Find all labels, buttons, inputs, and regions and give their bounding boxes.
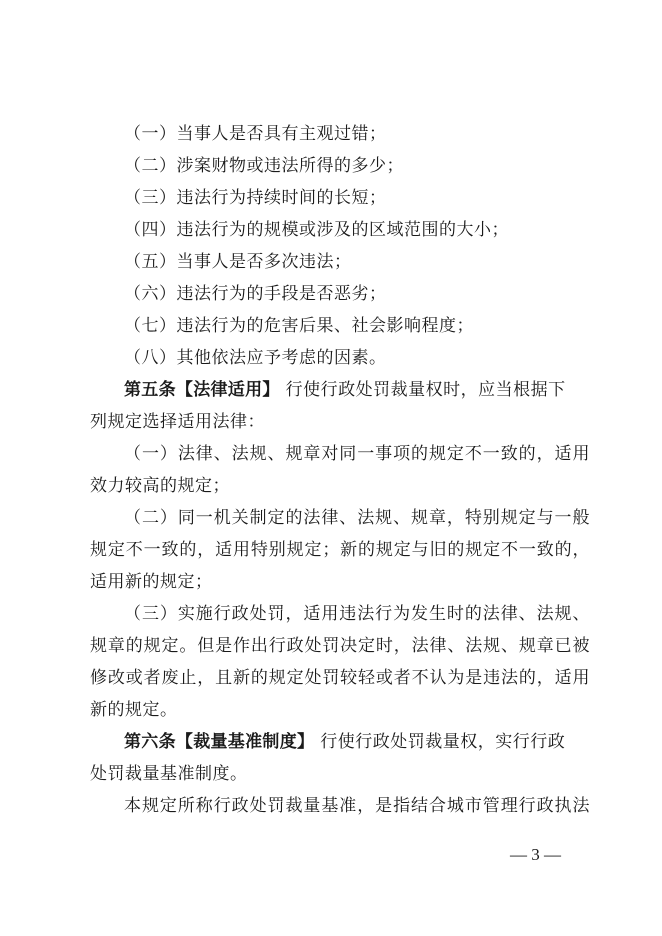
paragraph-line: 新的规定。	[90, 700, 178, 720]
list-item: （一）当事人是否具有主观过错；	[124, 124, 387, 144]
paragraph-line: 适用新的规定；	[90, 572, 213, 592]
article-5-text: 行使行政处罚裁量权时，应当根据下	[285, 380, 566, 400]
paragraph-line: 处罚裁量基准制度。	[90, 764, 248, 784]
list-item: （八）其他依法应予考虑的因素。	[124, 348, 387, 368]
list-item: （三）违法行为持续时间的长短；	[124, 188, 387, 208]
article-5-first-line	[124, 380, 624, 400]
article-6-text: 行使行政处罚裁量权，实行行政	[320, 732, 566, 752]
paragraph-line: 本规定所称行政处罚裁量基准，是指结合城市管理行政执法	[124, 796, 590, 816]
list-item: （四）违法行为的规模或涉及的区域范围的大小；	[124, 220, 509, 240]
paragraph-line: 规定不一致的，适用特别规定；新的规定与旧的规定不一致的，	[90, 540, 590, 560]
paragraph-line: （一）法律、法规、规章对同一事项的规定不一致的，适用	[124, 444, 590, 464]
list-item: （六）违法行为的手段是否恶劣；	[124, 284, 387, 304]
paragraph-line: 修改或者废止，且新的规定处罚较轻或者不认为是违法的，适用	[90, 668, 590, 688]
list-item: （七）违法行为的危害后果、社会影响程度；	[124, 316, 474, 336]
list-item: （五）当事人是否多次违法；	[124, 252, 352, 272]
article-5-heading: 第五条【法律适用】	[124, 380, 280, 400]
paragraph-line: （三）实施行政处罚，适用违法行为发生时的法律、法规、	[124, 604, 590, 624]
page-number: — 3 —	[510, 845, 561, 864]
paragraph-line: （二）同一机关制定的法律、法规、规章，特别规定与一般	[124, 508, 590, 528]
paragraph-line: 效力较高的规定；	[90, 476, 230, 496]
article-6-first-line	[124, 732, 624, 752]
paragraph-line: 规章的规定。但是作出行政处罚决定时，法律、法规、规章已被	[90, 636, 590, 656]
paragraph-line: 列规定选择适用法律：	[90, 412, 265, 432]
list-item: （二）涉案财物或违法所得的多少；	[124, 156, 404, 176]
article-6-heading: 第六条【裁量基准制度】	[124, 732, 315, 752]
